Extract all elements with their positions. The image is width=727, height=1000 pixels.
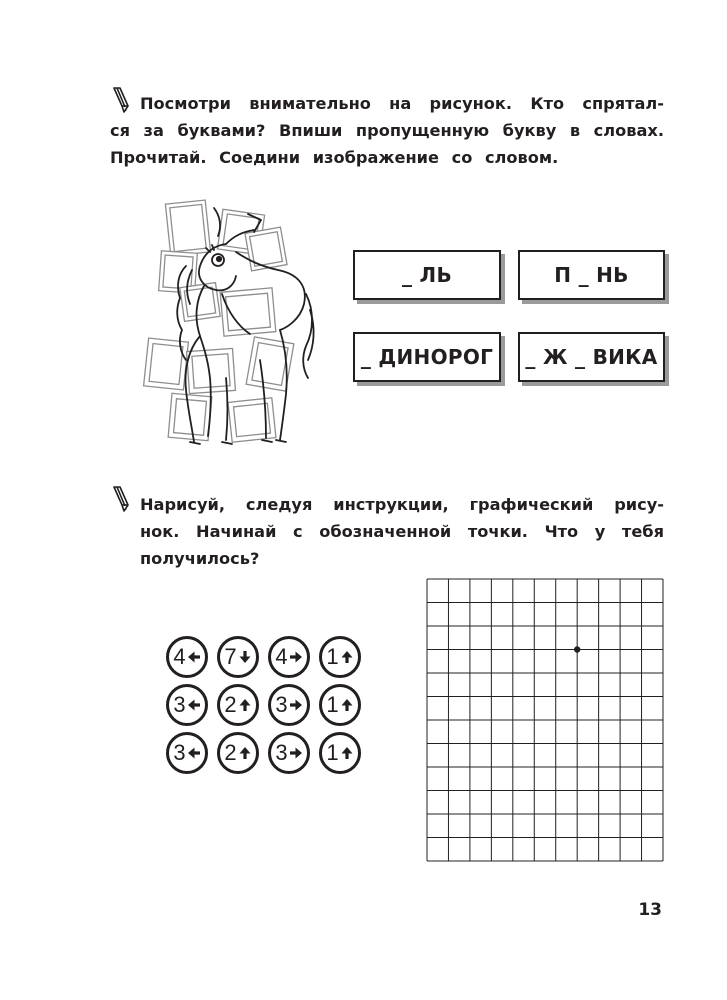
- step-count: 1: [326, 644, 339, 669]
- arrow-down-icon: [238, 650, 252, 664]
- instruction-circle: [319, 636, 361, 678]
- step-count: 4: [275, 644, 288, 669]
- task2-line-3: получилось?: [140, 549, 260, 568]
- instruction-circle: [268, 636, 310, 678]
- step-count: 3: [275, 740, 288, 765]
- word-box-1[interactable]: _ ЛЬ: [353, 250, 501, 300]
- arrow-left-icon: [187, 746, 201, 760]
- step-count: 7: [224, 644, 237, 669]
- arrow-right-icon: [289, 650, 303, 664]
- unicorn-picture: [130, 190, 320, 460]
- arrow-up-icon: [238, 698, 252, 712]
- task1-line-2: ся за буквами? Впиши пропущенную букву в словах.: [110, 121, 664, 140]
- instruction-circle: [319, 732, 361, 774]
- drawing-grid[interactable]: [426, 578, 664, 862]
- step-count: 1: [326, 692, 339, 717]
- word-box-4[interactable]: _ Ж _ ВИКА: [518, 332, 665, 382]
- pencil-icon: [110, 485, 134, 513]
- word-box-2[interactable]: П _ НЬ: [518, 250, 665, 300]
- step-count: 3: [173, 692, 186, 717]
- task2-line-1: Нарисуй, следуя инструкции, графический рису-: [140, 495, 664, 514]
- arrow-left-icon: [187, 698, 201, 712]
- start-point: [574, 646, 580, 652]
- instruction-circle: [319, 684, 361, 726]
- task1-line-3: Прочитай. Соедини изображение со словом.: [110, 148, 559, 167]
- arrow-up-icon: [340, 650, 354, 664]
- task2-line-2: нок. Начинай с обозначенной точки. Что у тебя: [140, 522, 664, 541]
- page-number: 13: [638, 900, 662, 920]
- step-count: 4: [173, 644, 186, 669]
- arrow-up-icon: [340, 698, 354, 712]
- arrow-left-icon: [187, 650, 201, 664]
- instruction-circle: [166, 732, 208, 774]
- arrow-right-icon: [289, 746, 303, 760]
- arrow-right-icon: [289, 698, 303, 712]
- instruction-circle: [166, 636, 208, 678]
- step-count: 3: [275, 692, 288, 717]
- instruction-circle: [217, 684, 259, 726]
- arrow-up-icon: [340, 746, 354, 760]
- step-count: 1: [326, 740, 339, 765]
- instruction-circle: [268, 732, 310, 774]
- arrow-up-icon: [238, 746, 252, 760]
- instruction-circle: [268, 684, 310, 726]
- task1-text: [110, 90, 664, 171]
- instruction-circle: [217, 732, 259, 774]
- step-count: 2: [224, 740, 237, 765]
- step-count: 3: [173, 740, 186, 765]
- task2-text: [140, 491, 664, 572]
- pencil-icon: [110, 86, 134, 114]
- word-box-3[interactable]: _ ДИНОРОГ: [353, 332, 501, 382]
- step-count: 2: [224, 692, 237, 717]
- task1-line-1: Посмотри внимательно на рисунок. Кто спрятал-: [140, 94, 664, 113]
- instruction-circle: [166, 684, 208, 726]
- instruction-circle: [217, 636, 259, 678]
